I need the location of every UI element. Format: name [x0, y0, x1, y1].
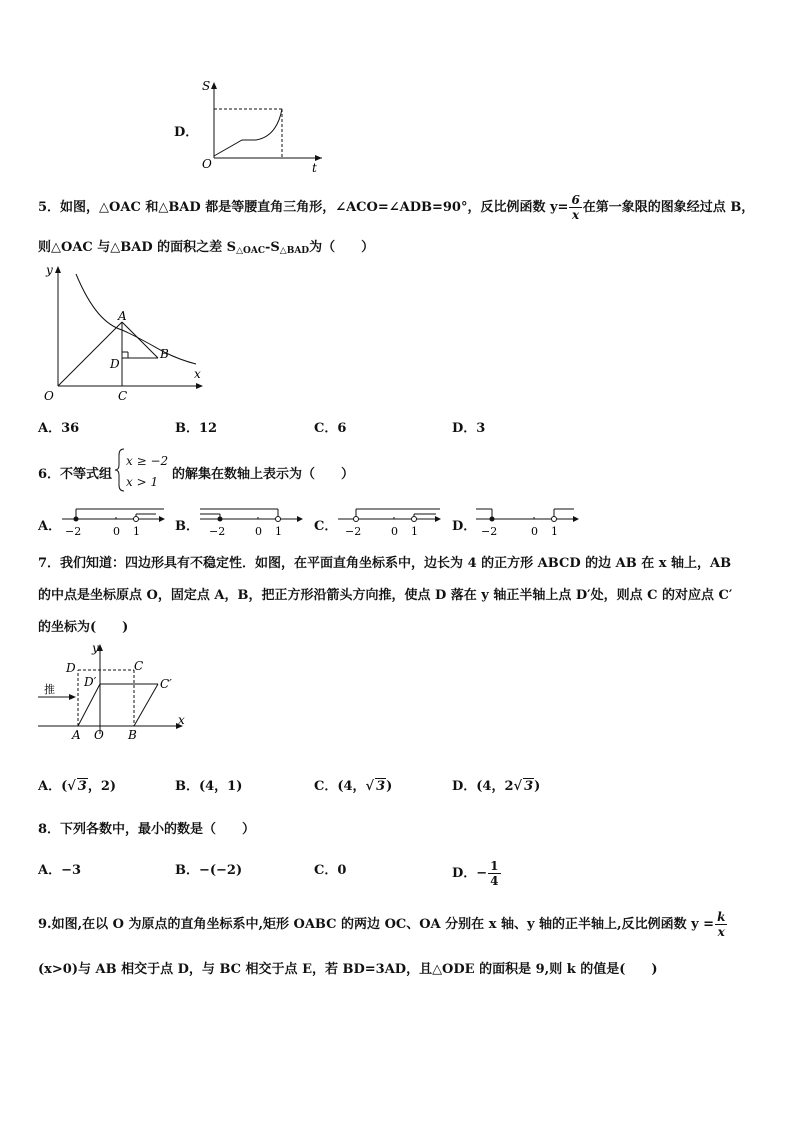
q8-option-c[interactable]: C．0 [314, 863, 347, 878]
q5-frac-den: x [572, 208, 580, 222]
q6-inequality-1: x ≥ −2 [126, 454, 169, 468]
q8-option-a[interactable]: A．−3 [38, 863, 82, 878]
q7-option-b[interactable]: B．(4，1) [175, 779, 243, 794]
q5-fig-d: D [110, 357, 120, 371]
q6-brace [114, 447, 126, 493]
q5-text-c: 则△OAC 与△BAD 的面积之差 S [38, 240, 237, 255]
q5-text-a: 5．如图，△OAC 和△BAD 都是等腰直角三角形，∠ACO=∠ADB=90°，反比例函数 y= [38, 200, 569, 215]
q5-fraction [569, 193, 581, 222]
q9-fraction [715, 910, 727, 939]
q6-b-tick-1: 1 [275, 525, 282, 538]
q5-fig-y: y [46, 263, 53, 277]
q6-stem [38, 463, 112, 482]
q5-fig-a: A [118, 309, 127, 323]
q5-option-d[interactable]: D．3 [452, 421, 486, 436]
q6-c-tick-0: 0 [391, 525, 398, 538]
q5-fig-c: C [118, 389, 128, 403]
q5-option-c[interactable]: C．6 [314, 421, 347, 436]
q4-origin-label: O [202, 157, 212, 171]
q8-d-pre: D．− [452, 866, 488, 881]
q6-d-tick-0: 0 [531, 525, 538, 538]
q6-inequality-2: x > 1 [126, 475, 159, 489]
q6-system [126, 451, 168, 493]
q7-fig-dprime: D′ [84, 675, 97, 689]
q5-stem-line2 [38, 236, 374, 256]
q7-c-post: ) [386, 779, 393, 794]
q7-stem-line1: 7．我们知道：四边形具有不稳定性．如图，在平面直角坐标系中，边长为 4 的正方形 ABCD 的边 AB 在 x 轴上，AB [38, 556, 732, 571]
q6-suffix: 的解集在数轴上表示为（ ） [172, 467, 355, 482]
q6-option-b-label[interactable]: B． [175, 519, 199, 534]
q5-fig-b: B [160, 347, 169, 361]
q7-fig-d: D [66, 661, 76, 675]
q7-c-pre: C．(4， [314, 779, 366, 794]
q6-option-d-label[interactable]: D． [452, 519, 477, 534]
q5-stem-line1 [38, 193, 754, 222]
q9-frac-num: k [717, 910, 726, 924]
q7-d-pre: D．(4，2 [452, 779, 514, 794]
q8-d-num: 1 [490, 859, 499, 873]
q7-c-radicand: 3 [376, 779, 386, 794]
q5-figure [36, 260, 208, 406]
q7-fig-c: C [134, 659, 144, 673]
q6-a-tick-0: 0 [113, 525, 120, 538]
q5-option-b[interactable]: B．12 [175, 421, 218, 436]
q6-option-c-label[interactable]: C． [314, 519, 338, 534]
q7-fig-b: B [128, 728, 137, 742]
q6-a-tick-neg2: −2 [65, 525, 82, 538]
q5-text-b: 在第一象限的图象经过点 B， [582, 200, 755, 215]
q5-text-dash: -S [265, 240, 280, 255]
q8-option-d[interactable] [452, 859, 502, 888]
q7-d-post: ) [534, 779, 541, 794]
q9-stem-line2: (x>0)与 AB 相交于点 D，与 BC 相交于点 E，若 BD=3AD，且△ODE 的面积是 9,则 k 的值是( ) [38, 962, 658, 977]
q6-a-tick-1: 1 [133, 525, 140, 538]
q7-a-pre: A．( [38, 779, 68, 794]
q5-fig-o: O [44, 389, 54, 403]
q6-b-tick-neg2: −2 [209, 525, 226, 538]
q6-option-c-numberline[interactable] [336, 504, 444, 538]
q8-d-den: 4 [490, 874, 499, 888]
q7-push-label: 推 [44, 683, 55, 696]
q6-b-tick-0: 0 [255, 525, 262, 538]
q7-option-d[interactable]: D．(4，2√ 3) [452, 779, 541, 794]
q7-fig-o: O [94, 728, 104, 742]
q6-option-b-numberline[interactable] [198, 504, 306, 538]
q6-d-tick-1: 1 [551, 525, 558, 538]
q7-a-post: ，2) [87, 779, 117, 794]
q7-stem-line2: 的中点是坐标原点 O，固定点 A，B，把正方形沿箭头方向推，使点 D 落在 y 轴正半轴上点 D′处，则点 C 的对应点 C′ [38, 588, 733, 603]
q6-option-a-numberline[interactable] [60, 504, 168, 538]
q4-graph [196, 76, 328, 174]
q5-text-d: 为（ ） [309, 240, 375, 255]
q7-a-radicand: 3 [77, 779, 87, 794]
q9-frac-den: x [717, 925, 725, 939]
q8-option-b[interactable]: B．−(−2) [175, 863, 243, 878]
q4-option-d-label: D． [174, 125, 199, 140]
q6-option-d-numberline[interactable] [474, 504, 582, 538]
q6-c-tick-1: 1 [411, 525, 418, 538]
q5-subscript-1: △OAC [236, 246, 265, 256]
q7-fig-cprime: C′ [160, 677, 172, 691]
q4-y-axis-label: S [202, 79, 211, 93]
q4-x-axis-label: t [312, 161, 317, 174]
q6-option-a-label[interactable]: A． [38, 519, 62, 534]
q6-d-tick-neg2: −2 [481, 525, 498, 538]
q5-frac-num: 6 [571, 193, 580, 207]
q5-fig-x: x [194, 367, 201, 381]
q5-option-a[interactable]: A．36 [38, 421, 80, 436]
q5-subscript-2: △BAD [279, 246, 310, 256]
q7-stem-line3: 的坐标为( ) [38, 620, 129, 635]
q6-c-tick-neg2: −2 [345, 525, 362, 538]
q7-option-a[interactable]: A．(√ 3，2) [38, 779, 117, 794]
q8-d-fraction [488, 859, 500, 888]
q7-fig-x: x [178, 713, 185, 727]
q9-text-a: 9.如图,在以 O 为原点的直角坐标系中,矩形 OABC 的两边 OC、OA 分别在 x 轴、y 轴的正半轴上,反比例函数 y = [38, 917, 715, 932]
q9-stem-line1 [38, 910, 728, 939]
q6-prefix: 6．不等式组 [38, 467, 113, 482]
q7-d-radicand: 3 [524, 779, 534, 794]
q7-fig-a: A [72, 728, 81, 742]
q8-stem: 8．下列各数中，最小的数是（ ） [38, 822, 256, 837]
q7-fig-y: y [92, 641, 99, 655]
q7-figure [36, 640, 190, 742]
q7-option-c[interactable]: C．(4，√ 3) [314, 779, 393, 794]
